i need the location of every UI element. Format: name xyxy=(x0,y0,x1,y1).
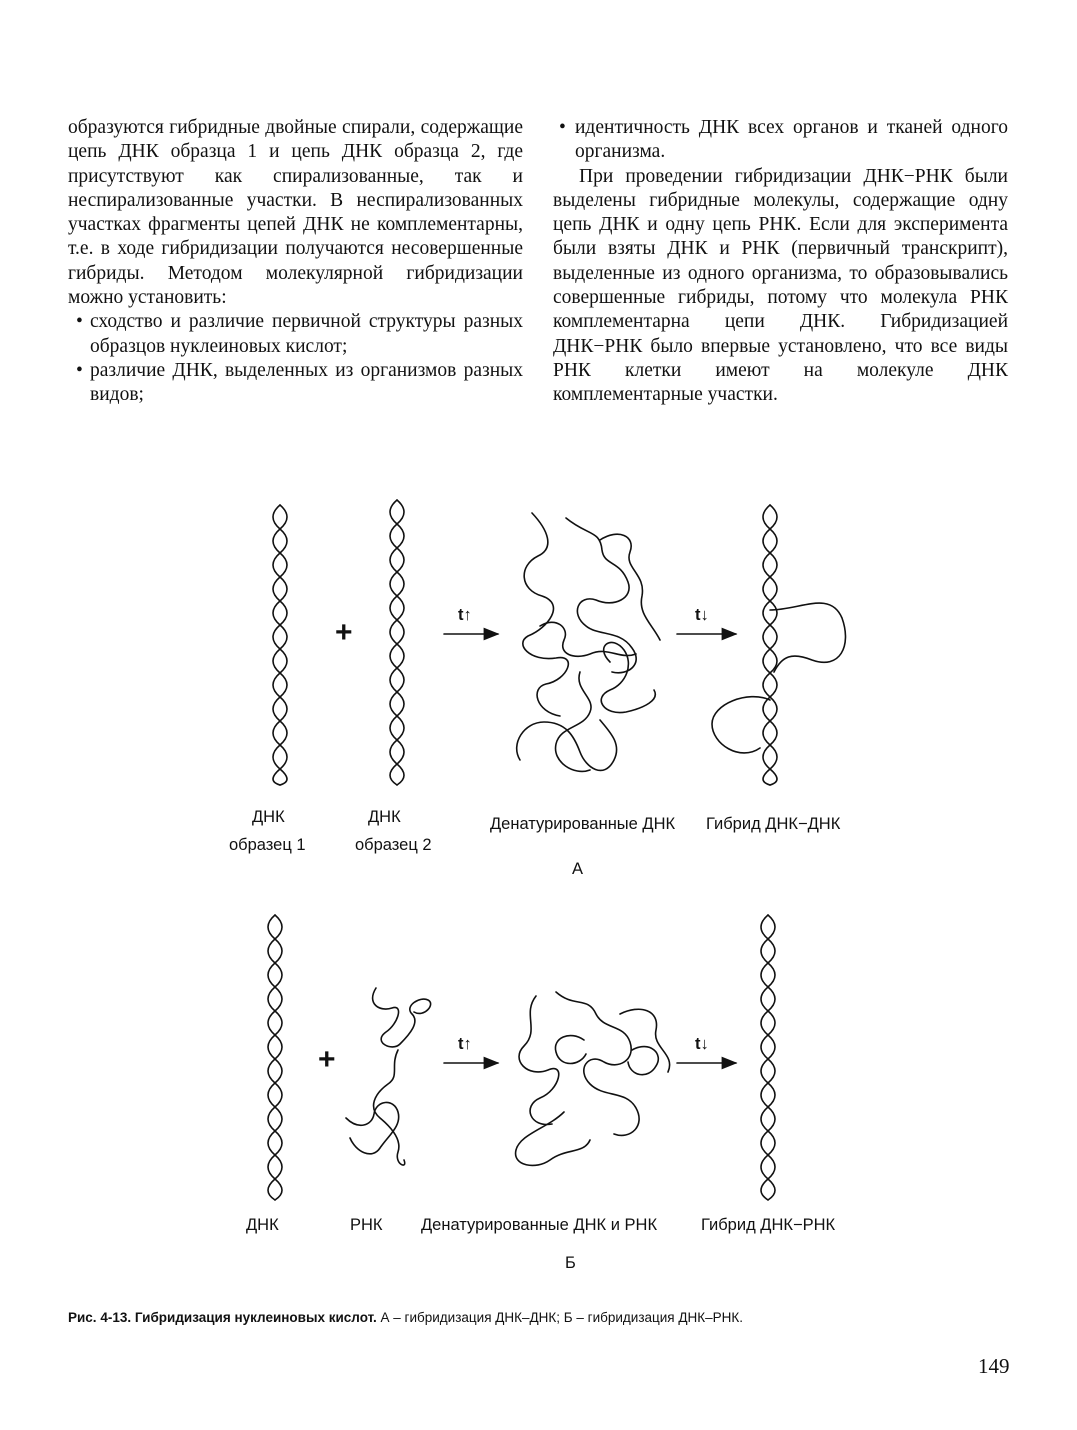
dna-sample-1-sublabel: образец 1 xyxy=(229,836,306,854)
rna-label: РНК xyxy=(350,1216,383,1234)
panel-b-letter: Б xyxy=(565,1254,576,1272)
dna-helix-sample-1 xyxy=(273,505,287,785)
heating-label: t↑ xyxy=(458,1035,472,1053)
cooling-label: t↓ xyxy=(695,606,709,624)
denatured-dna-strands xyxy=(517,513,660,771)
hybrid-label: Гибрид ДНК−ДНК xyxy=(706,815,841,833)
left-paragraph: образуются гибридные двойные спирали, содержащие цепь ДНК образца 1 и цепь ДНК образца 2, где присутствуют как спирализованные, так и неспирализованные участки. В неспирализованных участках фрагменты цепей ДНК не комплементарны, т.е. в ходе гибридизации получаются несовершенные гибриды. Методом молекулярной гибридизации можно установить: xyxy=(68,117,523,309)
dna-helix-panel-b xyxy=(268,915,282,1200)
hybrid-dna-rna xyxy=(761,915,775,1200)
cooling-label: t↓ xyxy=(695,1035,709,1053)
page-number: 149 xyxy=(978,1354,1010,1378)
rna-strands xyxy=(346,988,431,1165)
denatured-label: Денатурированные ДНК xyxy=(490,815,676,833)
caption-title: Рис. 4-13. Гибридизация нуклеиновых кислот. xyxy=(68,1310,377,1325)
right-paragraph: При проведении гибридизации ДНК−РНК были выделены гибридные молекулы, содержащие одну цепь ДНК и одну цепь РНК. Если для эксперимента были взяты ДНК и РНК (первичный транскрипт), выделенные из одного организма, то образовывались совершенные гибриды, потому что молекула РНК комплементарна цепи ДНК. Гибридизацией ДНК−РНК было впервые установлено, что все виды РНК клетки имеют на молекуле ДНК комплементарные участки. xyxy=(553,165,1008,406)
bullet-item: • различие ДНК, выделенных из организмов разных видов; xyxy=(68,359,523,408)
dna-sample-2-sublabel: образец 2 xyxy=(355,836,432,854)
plus-sign: + xyxy=(335,616,353,649)
plus-sign: + xyxy=(318,1043,336,1076)
panel-a-letter: А xyxy=(572,860,584,878)
hybrid-label: Гибрид ДНК−РНК xyxy=(701,1216,836,1234)
heating-label: t↑ xyxy=(458,606,472,624)
figure-caption xyxy=(68,1310,743,1325)
caption-text: А – гибридизация ДНК–ДНК; Б – гибридизация ДНК–РНК. xyxy=(376,1310,743,1325)
bullet-item: • сходство и различие первичной структуры разных образцов нуклеиновых кислот; xyxy=(68,310,523,359)
dna-sample-1-label: ДНК xyxy=(252,808,285,826)
dna-helix-sample-2 xyxy=(390,500,404,785)
denatured-label: Денатурированные ДНК и РНК xyxy=(421,1216,658,1234)
dna-label: ДНК xyxy=(246,1216,279,1234)
denatured-dna-rna-strands xyxy=(516,992,670,1165)
dna-sample-2-label: ДНК xyxy=(368,808,401,826)
bullet-item: • идентичность ДНК всех органов и тканей одного организма. xyxy=(553,116,1008,165)
hybrid-dna-dna xyxy=(712,505,845,785)
